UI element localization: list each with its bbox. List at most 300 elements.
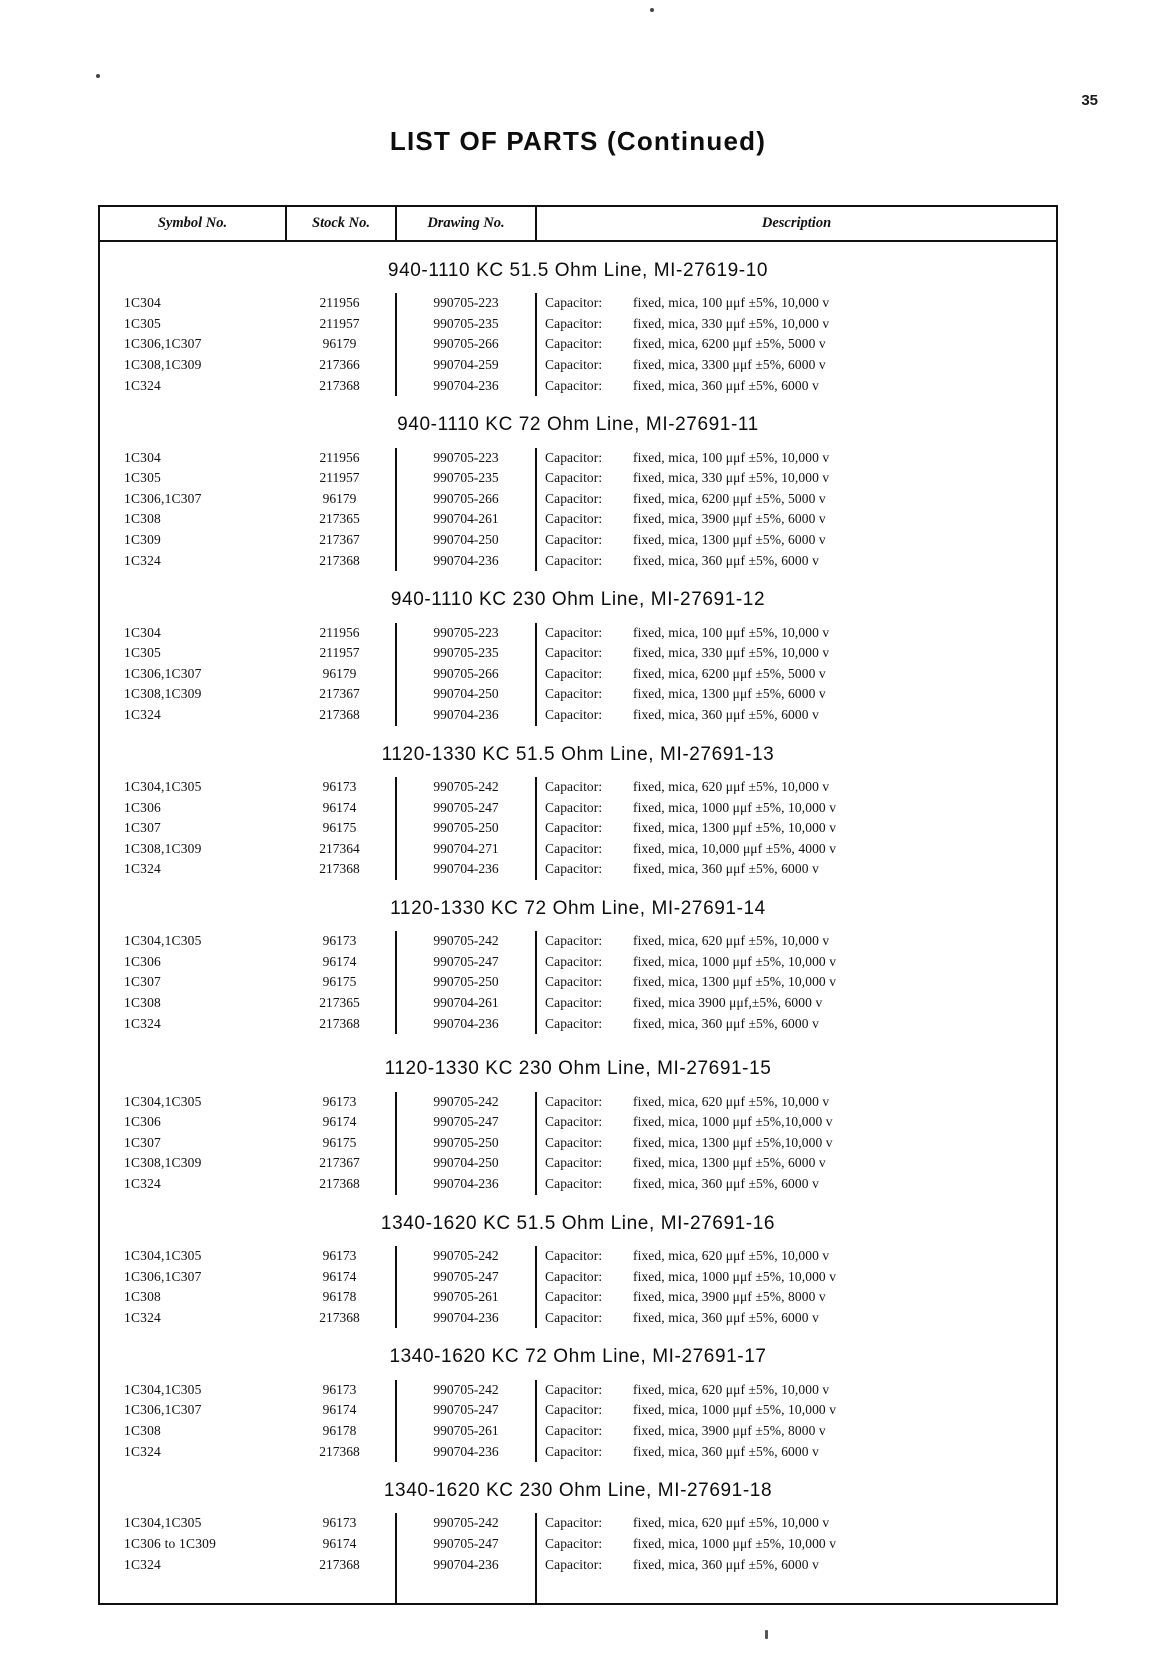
- table-row: [100, 355, 1056, 376]
- description-label: Capacitor:: [545, 490, 603, 506]
- cell-drawing: 990705-242: [396, 931, 536, 952]
- cell-stock: 96174: [286, 952, 396, 973]
- cell-description: [536, 643, 1056, 664]
- description-text: fixed, mica, 1000 μμf ±5%, 10,000 v: [633, 1402, 837, 1418]
- cell-symbol: 1C324: [124, 1309, 162, 1325]
- cell-description: [536, 1308, 1056, 1329]
- page-title: LIST OF PARTS (Continued): [389, 126, 767, 156]
- cell-stock: 96174: [286, 798, 396, 819]
- cell-drawing: 990705-242: [396, 1246, 536, 1267]
- table-row: [100, 448, 1056, 469]
- cell-stock: 217364: [286, 839, 396, 860]
- cell-stock: 96173: [286, 777, 396, 798]
- cell-description: [536, 1267, 1056, 1288]
- cell-stock: 96174: [286, 1112, 396, 1133]
- cell-symbol: 1C324: [124, 861, 162, 877]
- description-label: Capacitor:: [545, 799, 603, 815]
- table-row: [100, 643, 1056, 664]
- description-text: fixed, mica, 360 μμf ±5%, 6000 v: [633, 1443, 819, 1459]
- cell-description: [536, 839, 1056, 860]
- description-label: Capacitor:: [545, 1093, 603, 1109]
- cell-symbol: 1C324: [124, 552, 162, 568]
- cell-description: [536, 798, 1056, 819]
- table-row: [100, 489, 1056, 510]
- cell-description: [536, 931, 1056, 952]
- cell-symbol: 1C306 to 1C309: [124, 1535, 217, 1551]
- description-label: Capacitor:: [545, 315, 603, 331]
- cell-description: [536, 1133, 1056, 1154]
- cell-description: [536, 818, 1056, 839]
- cell-drawing: 990704-236: [396, 551, 536, 572]
- cell-stock: 217367: [286, 1153, 396, 1174]
- table-row: [100, 1400, 1056, 1421]
- group-title: 1120-1330 KC 51.5 Ohm Line, MI-27691-13: [381, 743, 775, 765]
- description-label: Capacitor:: [545, 1268, 603, 1284]
- cell-stock: 96173: [286, 931, 396, 952]
- table-row: [100, 334, 1056, 355]
- table-body: [100, 241, 1056, 1603]
- cell-symbol: 1C307: [124, 974, 162, 990]
- description-label: Capacitor:: [545, 1155, 603, 1171]
- cell-symbol: 1C304: [124, 449, 162, 465]
- description-text: fixed, mica, 330 μμf ±5%, 10,000 v: [633, 315, 830, 331]
- description-label: Capacitor:: [545, 470, 603, 486]
- table-row: [100, 468, 1056, 489]
- cell-drawing: 990704-236: [396, 1308, 536, 1329]
- description-text: fixed, mica, 360 μμf ±5%, 6000 v: [633, 377, 819, 393]
- cell-description: [536, 952, 1056, 973]
- table-row: [100, 1133, 1056, 1154]
- cell-drawing: 990704-236: [396, 1174, 536, 1195]
- cell-stock: 96173: [286, 1246, 396, 1267]
- description-label: Capacitor:: [545, 1556, 603, 1572]
- cell-drawing: 990704-236: [396, 376, 536, 397]
- cell-symbol: 1C324: [124, 377, 162, 393]
- cell-drawing: 990705-235: [396, 314, 536, 335]
- cell-drawing: 990705-247: [396, 1534, 536, 1555]
- cell-stock: 217368: [286, 1014, 396, 1035]
- cell-drawing: 990705-266: [396, 489, 536, 510]
- description-text: fixed, mica, 360 μμf ±5%, 6000 v: [633, 861, 819, 877]
- description-label: Capacitor:: [545, 953, 603, 969]
- cell-stock: 96179: [286, 334, 396, 355]
- cell-drawing: 990705-261: [396, 1287, 536, 1308]
- group-title-row: [100, 571, 1056, 622]
- description-text: fixed, mica, 620 μμf ±5%, 10,000 v: [633, 1381, 830, 1397]
- cell-description: [536, 623, 1056, 644]
- description-text: fixed, mica, 360 μμf ±5%, 6000 v: [633, 707, 819, 723]
- cell-symbol: 1C308,1C309: [124, 840, 202, 856]
- table-row: [100, 1112, 1056, 1133]
- table-row: [100, 376, 1056, 397]
- cell-stock: 96174: [286, 1400, 396, 1421]
- cell-drawing: 990704-236: [396, 705, 536, 726]
- group-title: 940-1110 KC 230 Ohm Line, MI-27691-12: [390, 589, 766, 611]
- description-text: fixed, mica, 360 μμf ±5%, 6000 v: [633, 1309, 819, 1325]
- description-label: Capacitor:: [545, 1134, 603, 1150]
- description-text: fixed, mica, 100 μμf ±5%, 10,000 v: [633, 624, 830, 640]
- cell-symbol: 1C306,1C307: [124, 336, 202, 352]
- cell-description: [536, 509, 1056, 530]
- cell-description: [536, 468, 1056, 489]
- cell-drawing: 990704-236: [396, 1014, 536, 1035]
- cell-description: [536, 355, 1056, 376]
- cell-description: [536, 1380, 1056, 1401]
- description-label: Capacitor:: [545, 1381, 603, 1397]
- description-text: fixed, mica, 3900 μμf ±5%, 8000 v: [633, 1289, 826, 1305]
- cell-symbol: 1C308: [124, 511, 162, 527]
- cell-symbol: 1C306: [124, 953, 162, 969]
- cell-description: [536, 448, 1056, 469]
- cell-drawing: 990704-261: [396, 509, 536, 530]
- description-label: Capacitor:: [545, 624, 603, 640]
- cell-symbol: 1C304: [124, 295, 162, 311]
- cell-drawing: 990704-271: [396, 839, 536, 860]
- description-text: fixed, mica, 100 μμf ±5%, 10,000 v: [633, 295, 830, 311]
- description-text: fixed, mica, 1000 μμf ±5%, 10,000 v: [633, 1268, 837, 1284]
- cell-stock: 211956: [286, 623, 396, 644]
- description-label: Capacitor:: [545, 1422, 603, 1438]
- cell-drawing: 990705-250: [396, 1133, 536, 1154]
- group-title-row: [100, 1195, 1056, 1246]
- scan-speck: [765, 1630, 768, 1639]
- cell-drawing: 990705-247: [396, 1112, 536, 1133]
- scan-speck: [650, 8, 654, 12]
- cell-stock: 96174: [286, 1534, 396, 1555]
- group-title-row: [100, 241, 1056, 293]
- description-label: Capacitor:: [545, 840, 603, 856]
- table-row: [100, 1267, 1056, 1288]
- description-label: Capacitor:: [545, 1015, 603, 1031]
- description-text: fixed, mica, 1300 μμf ±5%,10,000 v: [633, 1134, 833, 1150]
- cell-symbol: 1C324: [124, 1443, 162, 1459]
- cell-drawing: 990704-250: [396, 530, 536, 551]
- description-text: fixed, mica, 6200 μμf ±5%, 5000 v: [633, 665, 826, 681]
- cell-description: [536, 1513, 1056, 1534]
- cell-description: [536, 530, 1056, 551]
- cell-symbol: 1C305: [124, 315, 162, 331]
- cell-symbol: 1C304,1C305: [124, 933, 202, 949]
- cell-description: [536, 859, 1056, 880]
- description-label: Capacitor:: [545, 1515, 603, 1531]
- description-label: Capacitor:: [545, 449, 603, 465]
- cell-symbol: 1C308: [124, 1422, 162, 1438]
- cell-drawing: 990704-261: [396, 993, 536, 1014]
- table-row: [100, 777, 1056, 798]
- group-title: 1340-1620 KC 51.5 Ohm Line, MI-27691-16: [380, 1212, 776, 1234]
- description-text: fixed, mica, 620 μμf ±5%, 10,000 v: [633, 1515, 830, 1531]
- cell-description: [536, 972, 1056, 993]
- description-text: fixed, mica, 10,000 μμf ±5%, 4000 v: [633, 840, 837, 856]
- description-text: fixed, mica, 1000 μμf ±5%, 10,000 v: [633, 1535, 837, 1551]
- cell-description: [536, 1246, 1056, 1267]
- cell-drawing: 990705-250: [396, 818, 536, 839]
- column-header-drawing: Drawing No.: [396, 207, 536, 241]
- cell-stock: 96178: [286, 1287, 396, 1308]
- description-text: fixed, mica, 1300 μμf ±5%, 10,000 v: [633, 974, 837, 990]
- description-text: fixed, mica 3900 μμf,±5%, 6000 v: [633, 995, 823, 1011]
- table-row: [100, 1513, 1056, 1534]
- description-label: Capacitor:: [545, 552, 603, 568]
- cell-stock: 211957: [286, 643, 396, 664]
- table-row: [100, 1153, 1056, 1174]
- cell-stock: 96173: [286, 1092, 396, 1113]
- table-header: [100, 207, 1056, 241]
- description-text: fixed, mica, 620 μμf ±5%, 10,000 v: [633, 1093, 830, 1109]
- cell-stock: 96174: [286, 1267, 396, 1288]
- cell-stock: 211957: [286, 468, 396, 489]
- description-text: fixed, mica, 330 μμf ±5%, 10,000 v: [633, 645, 830, 661]
- description-label: Capacitor:: [545, 1535, 603, 1551]
- table-row: [100, 859, 1056, 880]
- cell-description: [536, 334, 1056, 355]
- cell-drawing: 990705-250: [396, 972, 536, 993]
- cell-stock: 217365: [286, 993, 396, 1014]
- cell-stock: 96173: [286, 1380, 396, 1401]
- cell-stock: 217368: [286, 376, 396, 397]
- description-label: Capacitor:: [545, 645, 603, 661]
- cell-symbol: 1C306,1C307: [124, 490, 202, 506]
- group-title-row: [100, 1328, 1056, 1379]
- cell-stock: 211956: [286, 448, 396, 469]
- cell-symbol: 1C324: [124, 1015, 162, 1031]
- table-row: [100, 1246, 1056, 1267]
- cell-stock: 217368: [286, 1555, 396, 1576]
- cell-description: [536, 993, 1056, 1014]
- cell-stock: 96175: [286, 1133, 396, 1154]
- cell-symbol: 1C304,1C305: [124, 778, 202, 794]
- description-label: Capacitor:: [545, 665, 603, 681]
- cell-description: [536, 293, 1056, 314]
- cell-drawing: 990705-223: [396, 623, 536, 644]
- column-header-symbol: Symbol No.: [100, 207, 286, 241]
- description-text: fixed, mica, 620 μμf ±5%, 10,000 v: [633, 1247, 830, 1263]
- group-title: 1120-1330 KC 230 Ohm Line, MI-27691-15: [384, 1058, 772, 1080]
- description-text: fixed, mica, 1000 μμf ±5%, 10,000 v: [633, 953, 837, 969]
- cell-description: [536, 1153, 1056, 1174]
- cell-stock: 217367: [286, 530, 396, 551]
- cell-stock: 96178: [286, 1421, 396, 1442]
- cell-drawing: 990705-247: [396, 1400, 536, 1421]
- cell-description: [536, 1112, 1056, 1133]
- cell-stock: 217365: [286, 509, 396, 530]
- table-row: [100, 1092, 1056, 1113]
- cell-symbol: 1C304,1C305: [124, 1381, 202, 1397]
- cell-description: [536, 1287, 1056, 1308]
- table-row: [100, 798, 1056, 819]
- scan-speck: [96, 74, 100, 78]
- cell-description: [536, 664, 1056, 685]
- group-title: 940-1110 KC 72 Ohm Line, MI-27691-11: [397, 414, 759, 436]
- table-row: [100, 972, 1056, 993]
- cell-symbol: 1C324: [124, 707, 162, 723]
- description-label: Capacitor:: [545, 511, 603, 527]
- cell-symbol: 1C306,1C307: [124, 1268, 202, 1284]
- group-title-row: [100, 396, 1056, 447]
- table-row: [100, 931, 1056, 952]
- cell-drawing: 990704-259: [396, 355, 536, 376]
- description-label: Capacitor:: [545, 933, 603, 949]
- table-row: [100, 993, 1056, 1014]
- table-row: [100, 623, 1056, 644]
- cell-drawing: 990705-235: [396, 468, 536, 489]
- cell-description: [536, 1534, 1056, 1555]
- cell-description: [536, 489, 1056, 510]
- page-number: 35: [1081, 92, 1098, 109]
- cell-stock: 211956: [286, 293, 396, 314]
- cell-description: [536, 705, 1056, 726]
- table-bottom-padding: [100, 1575, 1056, 1603]
- description-label: Capacitor:: [545, 995, 603, 1011]
- description-text: fixed, mica, 1300 μμf ±5%, 6000 v: [633, 532, 826, 548]
- cell-description: [536, 1092, 1056, 1113]
- group-title-row: [100, 1034, 1056, 1091]
- cell-drawing: 990705-223: [396, 448, 536, 469]
- cell-symbol: 1C305: [124, 645, 162, 661]
- description-text: fixed, mica, 6200 μμf ±5%, 5000 v: [633, 336, 826, 352]
- cell-symbol: 1C304,1C305: [124, 1247, 202, 1263]
- cell-stock: 217366: [286, 355, 396, 376]
- cell-symbol: 1C304,1C305: [124, 1093, 202, 1109]
- description-label: Capacitor:: [545, 1114, 603, 1130]
- cell-description: [536, 777, 1056, 798]
- table-row: [100, 839, 1056, 860]
- description-text: fixed, mica, 1300 μμf ±5%, 6000 v: [633, 686, 826, 702]
- cell-drawing: 990705-266: [396, 334, 536, 355]
- cell-stock: 217368: [286, 1308, 396, 1329]
- cell-stock: 96179: [286, 664, 396, 685]
- group-title-row: [100, 726, 1056, 777]
- description-label: Capacitor:: [545, 377, 603, 393]
- cell-drawing: 990704-236: [396, 859, 536, 880]
- description-text: fixed, mica, 3300 μμf ±5%, 6000 v: [633, 357, 826, 373]
- description-text: fixed, mica, 6200 μμf ±5%, 5000 v: [633, 490, 826, 506]
- table-row: [100, 1287, 1056, 1308]
- description-label: Capacitor:: [545, 532, 603, 548]
- cell-description: [536, 314, 1056, 335]
- description-text: fixed, mica, 1300 μμf ±5%, 6000 v: [633, 1155, 826, 1171]
- cell-description: [536, 1442, 1056, 1463]
- cell-symbol: 1C307: [124, 1134, 162, 1150]
- table-row: [100, 530, 1056, 551]
- cell-stock: 217367: [286, 684, 396, 705]
- table-row: [100, 1442, 1056, 1463]
- cell-symbol: 1C304,1C305: [124, 1515, 202, 1531]
- description-label: Capacitor:: [545, 336, 603, 352]
- table-row: [100, 551, 1056, 572]
- cell-drawing: 990705-266: [396, 664, 536, 685]
- cell-description: [536, 551, 1056, 572]
- description-label: Capacitor:: [545, 295, 603, 311]
- cell-symbol: 1C309: [124, 532, 162, 548]
- description-label: Capacitor:: [545, 1443, 603, 1459]
- cell-symbol: 1C306,1C307: [124, 665, 202, 681]
- description-text: fixed, mica, 360 μμf ±5%, 6000 v: [633, 552, 819, 568]
- table-row: [100, 1308, 1056, 1329]
- description-text: fixed, mica, 620 μμf ±5%, 10,000 v: [633, 933, 830, 949]
- group-title: 1340-1620 KC 230 Ohm Line, MI-27691-18: [383, 1480, 773, 1502]
- cell-symbol: 1C308,1C309: [124, 1155, 202, 1171]
- description-text: fixed, mica, 360 μμf ±5%, 6000 v: [633, 1556, 819, 1572]
- table-row: [100, 1421, 1056, 1442]
- cell-stock: 217368: [286, 551, 396, 572]
- description-label: Capacitor:: [545, 1309, 603, 1325]
- table-row: [100, 1014, 1056, 1035]
- cell-drawing: 990705-242: [396, 777, 536, 798]
- cell-stock: 217368: [286, 1442, 396, 1463]
- cell-drawing: 990705-247: [396, 798, 536, 819]
- group-title: 1120-1330 KC 72 Ohm Line, MI-27691-14: [390, 898, 766, 919]
- table-row: [100, 293, 1056, 314]
- cell-description: [536, 1014, 1056, 1035]
- cell-drawing: 990704-236: [396, 1555, 536, 1576]
- cell-drawing: 990705-242: [396, 1380, 536, 1401]
- description-label: Capacitor:: [545, 974, 603, 990]
- cell-description: [536, 1400, 1056, 1421]
- description-label: Capacitor:: [545, 686, 603, 702]
- cell-symbol: 1C324: [124, 1176, 162, 1192]
- cell-stock: 96175: [286, 972, 396, 993]
- cell-stock: 96173: [286, 1513, 396, 1534]
- group-title: 940-1110 KC 51.5 Ohm Line, MI-27619-10: [387, 260, 769, 281]
- cell-symbol: 1C324: [124, 1556, 162, 1572]
- cell-description: [536, 1555, 1056, 1576]
- description-label: Capacitor:: [545, 1402, 603, 1418]
- cell-drawing: 990705-247: [396, 1267, 536, 1288]
- cell-stock: 217368: [286, 859, 396, 880]
- table-row: [100, 1380, 1056, 1401]
- cell-drawing: 990704-250: [396, 684, 536, 705]
- description-label: Capacitor:: [545, 861, 603, 877]
- cell-drawing: 990705-242: [396, 1513, 536, 1534]
- parts-table-container: [98, 205, 1058, 1605]
- table-row: [100, 684, 1056, 705]
- description-label: Capacitor:: [545, 1176, 603, 1192]
- cell-stock: 211957: [286, 314, 396, 335]
- description-text: fixed, mica, 360 μμf ±5%, 6000 v: [633, 1015, 819, 1031]
- description-text: fixed, mica, 3900 μμf ±5%, 8000 v: [633, 1422, 826, 1438]
- description-text: fixed, mica, 360 μμf ±5%, 6000 v: [633, 1176, 819, 1192]
- cell-stock: 217368: [286, 1174, 396, 1195]
- cell-symbol: 1C305: [124, 470, 162, 486]
- cell-stock: 96175: [286, 818, 396, 839]
- description-text: fixed, mica, 330 μμf ±5%, 10,000 v: [633, 470, 830, 486]
- cell-drawing: 990705-223: [396, 293, 536, 314]
- table-row: [100, 1534, 1056, 1555]
- description-label: Capacitor:: [545, 820, 603, 836]
- cell-drawing: 990705-235: [396, 643, 536, 664]
- cell-description: [536, 684, 1056, 705]
- description-text: fixed, mica, 100 μμf ±5%, 10,000 v: [633, 449, 830, 465]
- table-row: [100, 952, 1056, 973]
- header-row: [100, 207, 1056, 241]
- description-label: Capacitor:: [545, 1289, 603, 1305]
- table-row: [100, 314, 1056, 335]
- table-row: [100, 664, 1056, 685]
- cell-drawing: 990704-250: [396, 1153, 536, 1174]
- table-row: [100, 1174, 1056, 1195]
- description-label: Capacitor:: [545, 707, 603, 723]
- table-row: [100, 818, 1056, 839]
- cell-symbol: 1C308: [124, 995, 162, 1011]
- cell-symbol: 1C306,1C307: [124, 1402, 202, 1418]
- cell-symbol: 1C304: [124, 624, 162, 640]
- cell-drawing: 990704-236: [396, 1442, 536, 1463]
- description-text: fixed, mica, 1000 μμf ±5%, 10,000 v: [633, 799, 837, 815]
- cell-symbol: 1C307: [124, 820, 162, 836]
- group-title: 1340-1620 KC 72 Ohm Line, MI-27691-17: [389, 1346, 767, 1368]
- cell-stock: 96179: [286, 489, 396, 510]
